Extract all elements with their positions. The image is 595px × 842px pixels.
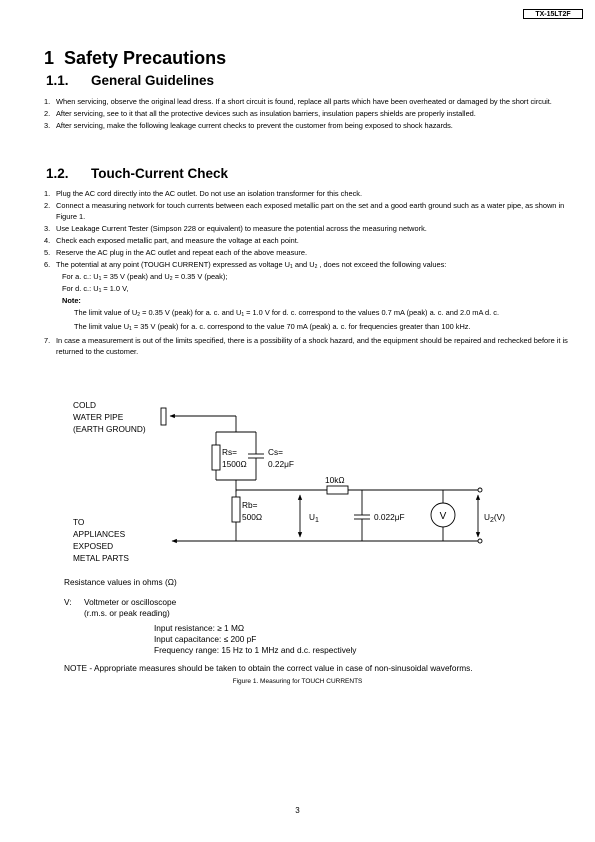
cs-value: 0.22μF bbox=[268, 459, 294, 469]
u2-label: $U_2(V)$ bbox=[484, 512, 505, 524]
resistor-rs bbox=[212, 445, 220, 470]
dc-limits: For d. c.: $U_1 = 1.0$ V, bbox=[62, 284, 129, 294]
water-pipe-label: WATER PIPE bbox=[73, 412, 124, 422]
heading-touch-current-check: 1.2. Touch-Current Check bbox=[46, 166, 229, 181]
metal-parts-label: METAL PARTS bbox=[73, 553, 129, 563]
section-number: 1 bbox=[44, 48, 55, 68]
rb-value: 500Ω bbox=[242, 512, 263, 522]
list-item: 1. When servicing, observe the original lead dress. If a short circuit is found, replace all parts which have been overheated or damaged by the short circuit. bbox=[44, 97, 552, 106]
rb-label: Rb= bbox=[242, 500, 258, 510]
list-item: 3. Use Leakage Current Tester (Simpson 228 or equivalent) to measure the potential across the measuring network. bbox=[44, 224, 427, 233]
rs-label: Rs= bbox=[222, 447, 237, 457]
list-item: 2. After servicing, see to it that all the protective devices such as insulation barriers, insulation papers shields are properly installed. bbox=[44, 109, 476, 118]
list-item: 3. After servicing, make the following leakage current checks to prevent the customer from being exposed to shock hazards. bbox=[44, 121, 453, 130]
voltmeter-label: V bbox=[439, 511, 447, 522]
note-label: Note: bbox=[62, 296, 81, 305]
model-number-box: TX-15LT2F bbox=[523, 9, 583, 19]
list-item: 2. Connect a measuring network for touch currents between each exposed metallic part on the set and a good earth ground such as a water pipe, as shown in Figure 1. bbox=[44, 201, 565, 221]
figure-caption: Figure 1. Measuring for TOUCH CURRENTS bbox=[232, 678, 363, 685]
spec-input-capacitance: Input capacitance: ≤ 200 pF bbox=[154, 634, 257, 644]
list-item: 5. Reserve the AC plug in the AC outlet and repeat each of the above measure. bbox=[44, 248, 308, 257]
cs-label: Cs= bbox=[268, 447, 283, 457]
list-item: 6. The potential at any point (TOUGH CURRENT) expressed as voltage $U_1$ and $U_2$ , does not exceed the following values: For a. c.: $U_1 = 35$ V (peak) and $U_2 = 0.35$ V (peak); For d. c.: $U_1 = 1.0$ V, Note: The limit value of $U_2 = 0.35$ V (peak) for a. c. and $U_1 = 1.0$ V for d. c. correspond to the values 0.7 mA (peak) a. c. and 2.0 mA d. c. The limit value $U_1 = 35$ V (peak) for a. c. correspond to the value 70 mA (peak) a. c. for frequencies greater than 100 kHz. bbox=[44, 259, 574, 332]
list-item: 4. Check each exposed metallic part, and measure the voltage at each point. bbox=[44, 236, 299, 245]
water-pipe-symbol bbox=[161, 408, 166, 425]
spec-input-resistance: Input resistance: ≥ 1 MΩ bbox=[154, 623, 245, 633]
earth-ground-label: (EARTH GROUND) bbox=[73, 424, 146, 434]
resistance-note: Resistance values in ohms (Ω) bbox=[64, 577, 177, 587]
waveform-note: NOTE - Appropriate measures should be taken to obtain the correct value in case of non-sinusoidal waveforms. bbox=[64, 663, 473, 673]
page-number: 3 bbox=[295, 806, 300, 815]
cold-label: COLD bbox=[73, 400, 97, 410]
r10k-label: 10kΩ bbox=[325, 475, 345, 485]
note-text-1: The limit value of $U_2 = 0.35$ V (peak) for a. c. and $U_1 = 1.0$ V for d. c. correspond to the values 0.7 mA (peak) a. c. and 2.0 mA d. c. bbox=[74, 308, 500, 318]
u1-label: $U_1$ bbox=[309, 512, 319, 524]
list-item: 7. In case a measurement is out of the limits specified, there is a possibility of a shock hazard, and the equipment should be repaired and rechecked before it is returned to the customer. bbox=[44, 336, 568, 356]
terminal-bottom bbox=[478, 539, 482, 543]
terminal-top bbox=[478, 488, 482, 492]
heading-general-guidelines: 1.1. General Guidelines bbox=[46, 73, 215, 88]
v-description: Voltmeter or oscilloscope bbox=[84, 597, 177, 607]
spec-frequency-range: Frequency range: 15 Hz to 1 MHz and d.c. respectively bbox=[154, 645, 357, 655]
ac-limits: For a. c.: $U_1 = 35$ V (peak) and $U_2 = 0.35$ V (peak); bbox=[62, 272, 228, 282]
list-item: 1. Plug the AC cord directly into the AC outlet. Do not use an isolation transformer for this check. bbox=[44, 189, 363, 198]
exposed-label: EXPOSED bbox=[73, 541, 114, 551]
to-label: TO bbox=[73, 517, 85, 527]
v-label: V: bbox=[64, 597, 72, 607]
note-text-2: The limit value $U_1 = 35$ V (peak) for a. c. correspond to the value 70 mA (peak) a. c. for frequencies greater than 100 kHz. bbox=[74, 322, 471, 332]
v-description-2: (r.m.s. or peak reading) bbox=[84, 608, 170, 618]
rs-value: 1500Ω bbox=[222, 459, 247, 469]
section-title-text: Safety Precautions bbox=[64, 48, 227, 68]
resistor-10k bbox=[327, 486, 348, 494]
appliances-label: APPLIANCES bbox=[73, 529, 126, 539]
resistor-rb bbox=[232, 497, 240, 522]
c2-value: 0.022μF bbox=[374, 512, 405, 522]
